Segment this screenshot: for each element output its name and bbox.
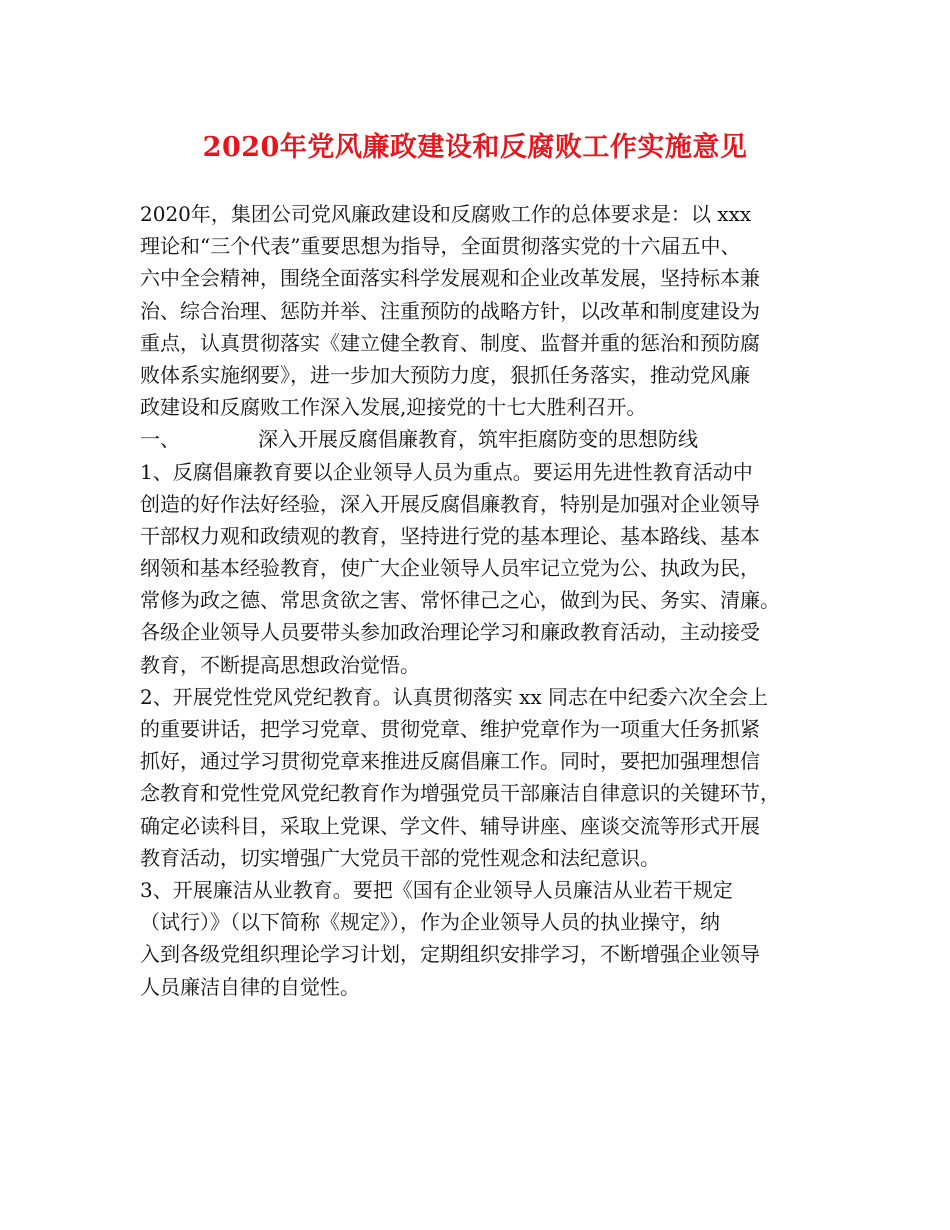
document-body	[140, 198, 830, 1003]
text-line: 3、开展廉洁从业教育。要把《国有企业领导人员廉洁从业若干规定	[140, 877, 733, 902]
text-line: 败体系实施纲要》，进一步加大预防力度，狠抓任务落实，推动党风廉	[140, 362, 750, 387]
text-line: 2020年，集团公司党风廉政建设和反腐败工作的总体要求是：以 xxx	[140, 202, 752, 226]
section-heading	[140, 423, 830, 455]
section-heading-text: 深入开展反腐倡廉教育，筑牢拒腐防变的思想防线	[258, 427, 698, 452]
text-line: 教育活动，切实增强广大党员干部的党性观念和法纪意识。	[140, 845, 660, 870]
section-heading-number: 一、	[140, 427, 180, 452]
text-line: 常修为政之德、常思贪欲之害、常怀律己之心，做到为民、务实、清廉。	[140, 588, 780, 613]
text-line: 纲领和基本经验教育，使广大企业领导人员牢记立党为公、执政为民，	[140, 556, 760, 581]
text-line: 政建设和反腐败工作深入发展,迎接党的十七大胜利召开。	[140, 395, 647, 420]
text-line: （试行）》（以下简称《规定》），作为企业领导人员的执业操守，纳	[140, 910, 720, 935]
text-line: 创造的好作法好经验，深入开展反腐倡廉教育，特别是加强对企业领导	[140, 491, 760, 516]
text-line: 六中全会精神，围绕全面落实科学发展观和企业改革发展，坚持标本兼	[140, 266, 760, 291]
text-line: 抓好，通过学习贯彻党章来推进反腐倡廉工作。同时，要把加强理想信	[140, 749, 760, 774]
text-line: 重点，认真贯彻落实《建立健全教育、制度、监督并重的惩治和预防腐	[140, 330, 760, 355]
text-line: 各级企业领导人员要带头参加政治理论学习和廉政教育活动，主动接受	[140, 620, 760, 645]
text-line: 确定必读科目，采取上党课、学文件、辅导讲座、座谈交流等形式开展	[140, 813, 760, 838]
text-line: 入到各级党组织理论学习计划，定期组织安排学习，不断增强企业领导	[140, 942, 760, 967]
text-line: 理论和“三个代表”重要思想为指导，全面贯彻落实党的十六届五中、	[140, 234, 741, 259]
text-line: 的重要讲话，把学习党章、贯彻党章、维护党章作为一项重大任务抓紧	[140, 717, 760, 741]
text-line: 2、开展党性党风党纪教育。认真贯彻落实 xx 同志在中纪委六次全会上	[140, 684, 768, 709]
text-line: 1、反腐倡廉教育要以企业领导人员为重点。要运用先进性教育活动中	[140, 459, 753, 484]
text-line: 治、综合治理、惩防并举、注重预防的战略方针，以改革和制度建设为	[140, 298, 760, 323]
text-line: 念教育和党性党风党纪教育作为增强党员干部廉洁自律意识的关键环节，	[140, 781, 780, 806]
text-line: 人员廉洁自律的自觉性。	[140, 974, 360, 999]
text-line: 干部权力观和政绩观的教育，坚持进行党的基本理论、基本路线、基本	[140, 523, 760, 548]
text-line: 教育，不断提高思想政治觉悟。	[140, 652, 420, 677]
document-title: 2020年党风廉政建设和反腐败工作实施意见	[202, 132, 748, 163]
